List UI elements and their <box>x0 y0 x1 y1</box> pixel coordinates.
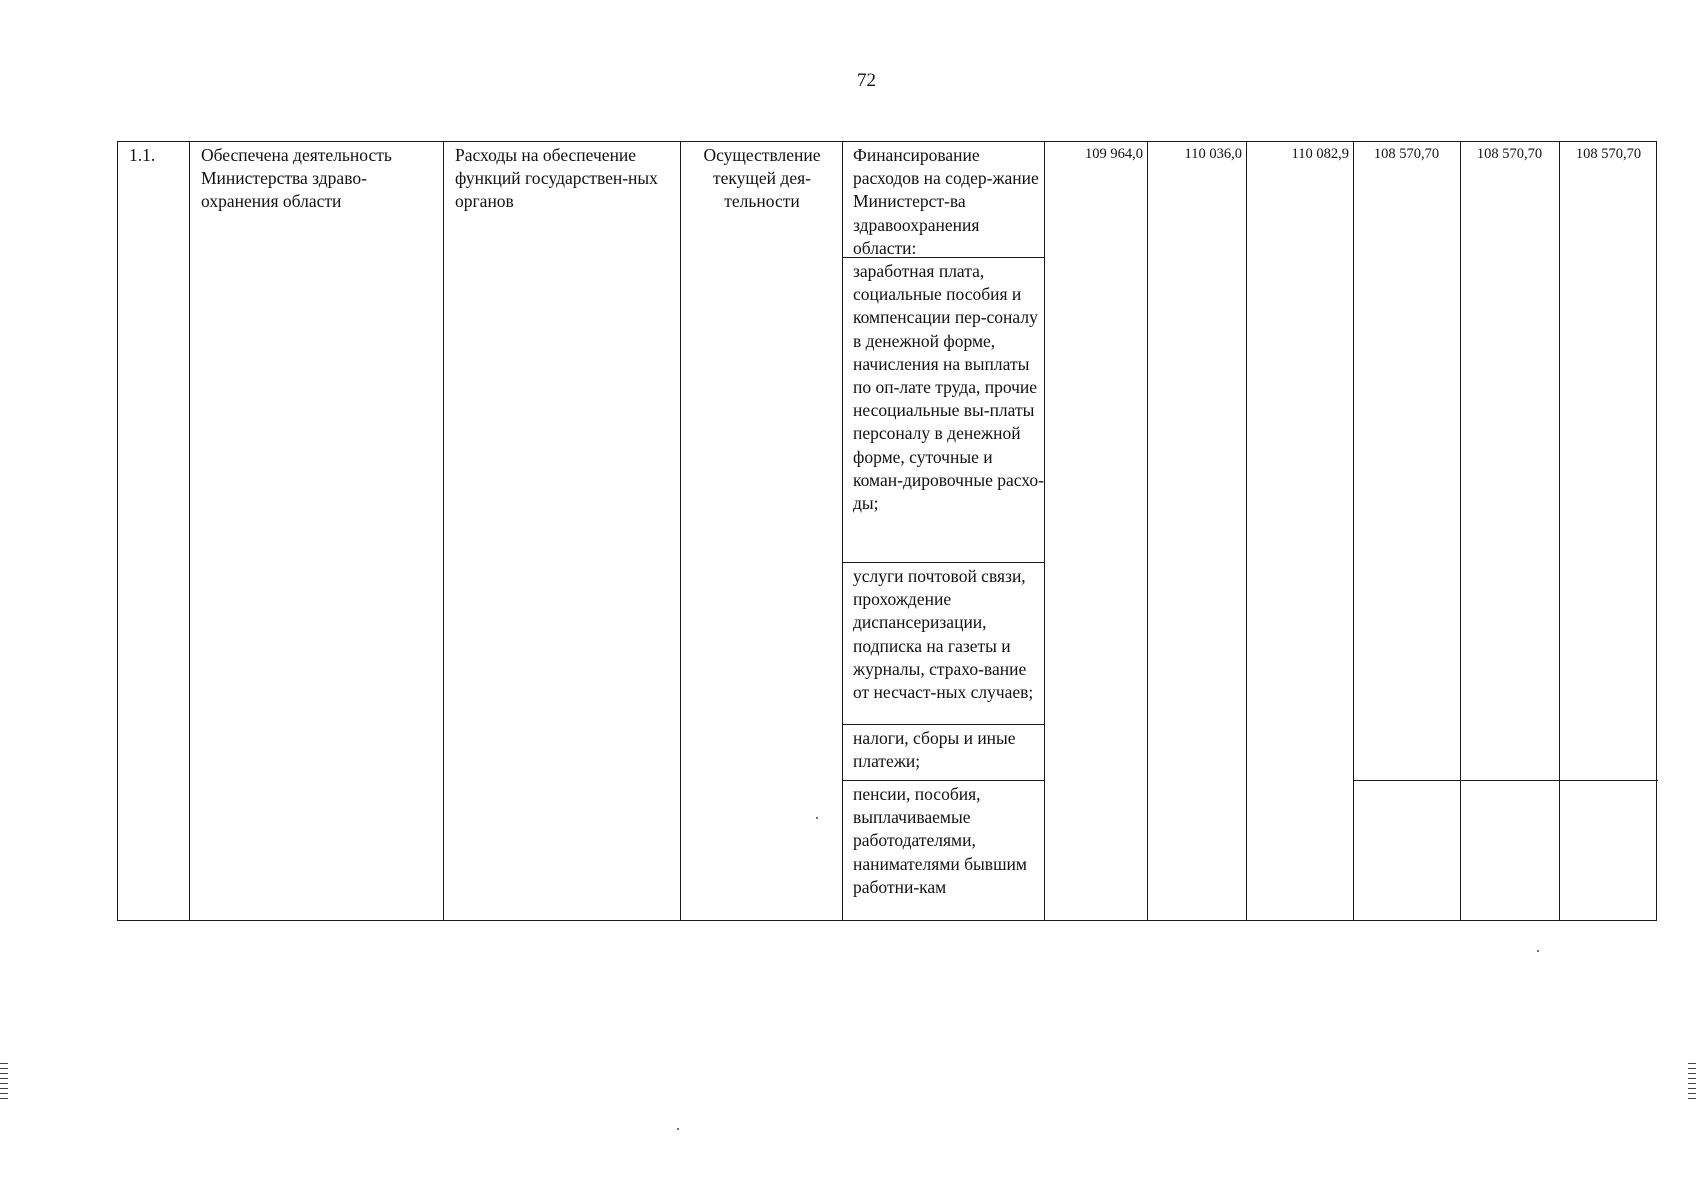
column-divider <box>1246 142 1247 920</box>
expense-cell: Расходы на обеспечение функций государствен-ных органов <box>455 145 658 212</box>
result-cell: Обеспечена деятельность Министерства здраво-охранения области <box>201 145 392 212</box>
column-divider <box>1044 142 1045 920</box>
column-divider <box>1147 142 1148 920</box>
column-divider <box>1559 142 1560 920</box>
budget-table <box>117 141 1657 921</box>
value-cell: 108 570,70 <box>1575 146 1642 162</box>
margin-mark <box>1688 1063 1696 1103</box>
value-cell: 110 082,9 <box>1291 146 1349 162</box>
value-cell: 110 036,0 <box>1184 146 1242 162</box>
column-divider <box>443 142 444 920</box>
column-divider <box>189 142 190 920</box>
financing-column <box>842 142 1044 922</box>
financing-item: пенсии, пособия, выплачиваемые работодателями, нанимателями бывшим работни-кам <box>853 784 1027 897</box>
scan-dot <box>677 1128 679 1130</box>
financing-item: услуги почтовой связи, прохождение диспансеризации, подписка на газеты и журналы, страхо-вание от несчаст-ных случаев; <box>853 566 1034 703</box>
column-divider <box>1353 142 1354 920</box>
value-cell: 109 964,0 <box>1085 146 1143 162</box>
page-number: 72 <box>857 70 876 91</box>
scan-dot <box>816 817 818 819</box>
column-divider <box>1460 142 1461 920</box>
margin-mark <box>0 1063 8 1103</box>
scan-dot <box>1537 950 1539 952</box>
row-divider <box>1353 780 1658 781</box>
financing-item: заработная плата, социальные пособия и компенсации пер-соналу в денежной форме, начисления на выплаты по оп-лате труда, прочие несоциальные вы-платы персоналу в денежной форме, суточные и коман-дировочные расхо-ды; <box>853 261 1044 514</box>
row-index: 1.1. <box>129 145 156 165</box>
financing-item: налоги, сборы и иные платежи; <box>853 728 1016 772</box>
column-divider <box>680 142 681 920</box>
activity-cell: Осуществление текущей дея-тельности <box>703 145 821 212</box>
financing-item: Финансирование расходов на содер-жание Министерст-ва здравоохранения области: <box>853 145 1039 258</box>
value-cell: 108 570,70 <box>1476 146 1543 162</box>
value-cell: 108 570,70 <box>1373 146 1440 162</box>
